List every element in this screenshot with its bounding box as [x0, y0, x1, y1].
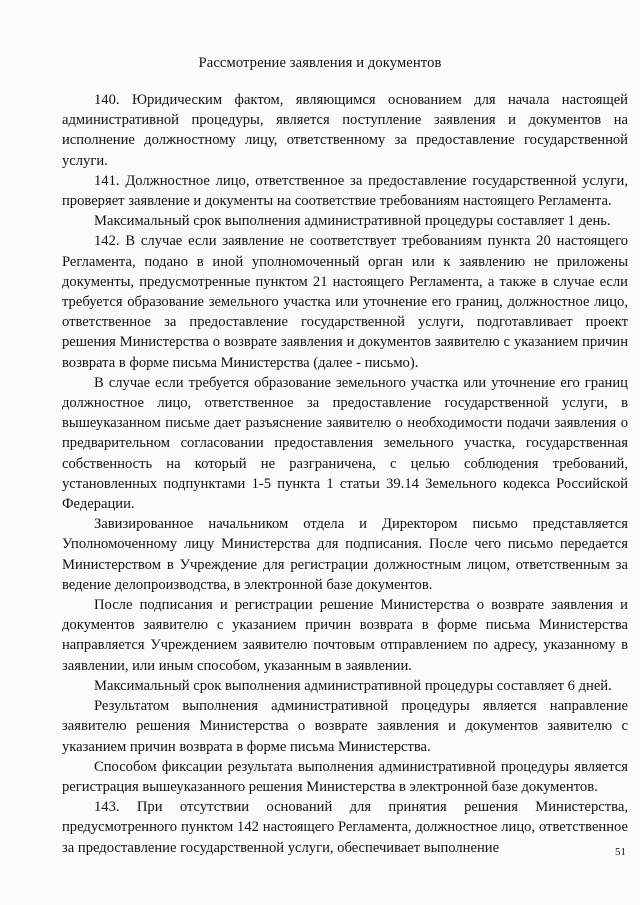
paragraph-signing: Завизированное начальником отдела и Директором письмо представляется Уполномоченному лицу Министерства для подписания. После чего письмо передается Министерством в Учреждение для регистрации должностным лицом, ответственным за ведение делопроизводства, в электронной базе документов. [62, 516, 628, 593]
paragraph-sending: После подписания и регистрации решение Министерства о возврате заявления и документов заявителю с указанием причин возврата в форме письма Министерства направляется Учреждением заявителю почтовым отправлением по адресу, указанному в заявлении, или иным способом, указанным в заявлении. [62, 597, 628, 674]
paragraph-141: 141. Должностное лицо, ответственное за предоставление государственной услуги, проверяет заявление и документы на соответствие требованиям настоящего Регламента. [62, 172, 628, 210]
paragraph-143: 143. При отсутствии оснований для принятия решения Министерства, предусмотренного пунктом 142 настоящего Регламента, должностное лицо, ответственное за предоставление государственной услуги, обеспечивает выполнение [62, 799, 628, 856]
paragraph-deadline-6: Максимальный срок выполнения административной процедуры составляет 6 дней. [94, 677, 612, 694]
paragraph-boundaries: В случае если требуется образование земельного участка или уточнение его границ должностное лицо, ответственное за предоставление государственной услуги, в вышеуказанном письме дает разъяснение заявителю о необходимости подачи заявления о предварительном согласовании предоставления земельного участка, государственная собственность на который не разграничена, с целью соблюдения требований, установленных подпунктами 1-5 пункта 1 статьи 39.14 Земельного кодекса Российской Федерации. [62, 374, 628, 513]
paragraph-142: 142. В случае если заявление не соответствует требованиям пункта 20 настоящего Регламента, подано в иной уполномоченный орган или к заявлению не приложены документы, предусмотренные пунктом 21 настоящего Регламента, а также в случае если требуется образование земельного участка или уточнение его границ, должностное лицо, ответственное за предоставление государственной услуги, подготавливает проект решения Министерства о возврате заявления и документов заявителю с указанием причин возврата в форме письма Министерства (далее - письмо). [62, 233, 628, 371]
paragraph-fixation: Способом фиксации результата выполнения административной процедуры является регистрация вышеуказанного решения Министерства в электронной базе документов. [62, 758, 628, 795]
paragraph-result: Результатом выполнения административной процедуры является направление заявителю решения Министерства о возврате заявления и документов заявителю с указанием причин возврата в форме письма Министерства. [62, 698, 628, 755]
paragraph-140: 140. Юридическим фактом, являющимся основанием для начала настоящей административной процедуры, является поступление заявления и документов на исполнение должностному лицу, ответственному за предоставление государственной услуги. [62, 92, 628, 169]
document-body [62, 90, 628, 858]
section-title: Рассмотрение заявления и документов [198, 55, 442, 71]
paragraph-deadline-1: Максимальный срок выполнения административной процедуры составляет 1 день. [94, 213, 611, 230]
page-number: 51 [615, 846, 626, 858]
